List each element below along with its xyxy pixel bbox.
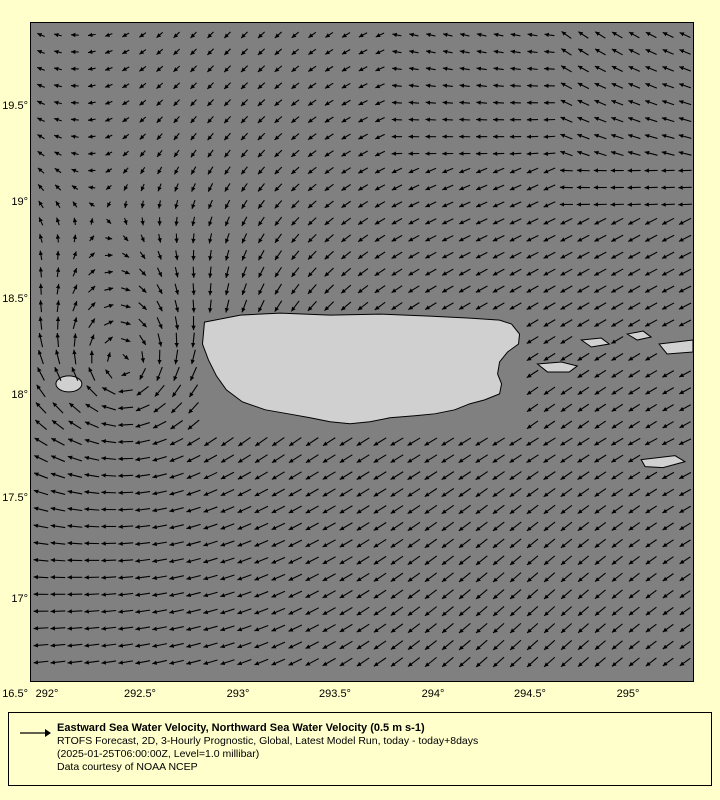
y-axis-tick-19: 19° [11, 196, 28, 208]
y-axis-tick-18-5: 18.5° [2, 293, 28, 305]
vector-key-arrow [19, 727, 51, 739]
legend-title: Eastward Sea Water Velocity, Northward Sea Water Velocity (0.5 m s-1) [57, 722, 425, 734]
x-axis-tick-293: 293° [226, 688, 250, 700]
x-axis-tick-293-5: 293.5° [319, 688, 351, 700]
x-axis-tick-294-5: 294.5° [514, 688, 546, 700]
y-axis-tick-17: 17° [11, 593, 28, 605]
x-axis-tick-292: 292° [35, 688, 59, 700]
legend-line-3: Data courtesy of NOAA NCEP [57, 761, 198, 773]
map-canvas[interactable] [30, 22, 694, 682]
legend-line-1: RTOFS Forecast, 2D, 3-Hourly Prognostic, Global, Latest Model Run, today - today+8days [57, 735, 479, 747]
x-axis-tick-292-5: 292.5° [124, 688, 156, 700]
velocity-vector-field [31, 23, 693, 681]
legend-box [8, 712, 712, 786]
y-axis-tick-19-5: 19.5° [2, 100, 28, 112]
y-axis-tick-17-5: 17.5° [2, 492, 28, 504]
x-axis-tick-294: 294° [421, 688, 445, 700]
y-axis-tick-18: 18° [11, 389, 28, 401]
legend-line-2: (2025-01-25T06:00:00Z, Level=1.0 millibar) [57, 748, 260, 760]
y-axis-tick-16-5: 16.5° [2, 688, 28, 700]
x-axis-tick-295: 295° [616, 688, 640, 700]
